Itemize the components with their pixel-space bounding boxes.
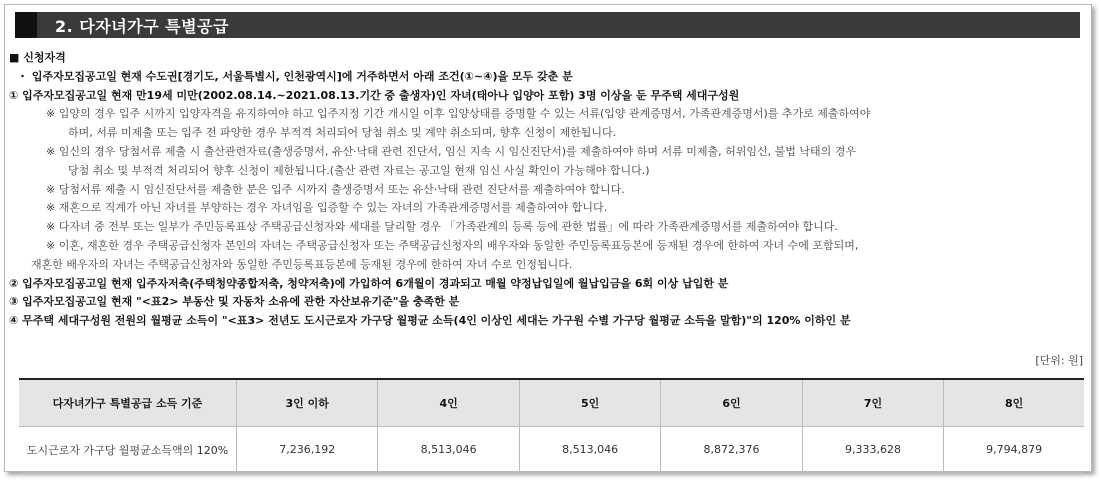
table-row	[19, 427, 1084, 473]
table-header: 6인	[661, 379, 802, 427]
note-divorce-cont: 재혼한 배우자의 자녀는 주택공급신청자와 동일한 주민등록표등본에 등재된 경우에 한하여 자녀 수로 인정됩니다.	[31, 257, 573, 271]
table-header-row	[19, 379, 1084, 427]
note-divorce: ※ 이혼, 재혼한 경우 주택공급신청자 본인의 자녀는 주택공급신청자 또는 주택공급신청자의 배우자와 동일한 주민등록표등본에 등재된 경우에 한하여 자녀 수에 포함되며,	[46, 238, 859, 252]
condition-1: ① 입주자모집공고일 현재 만19세 미만(2002.08.14.~2021.08.13.기간 중 출생자)인 자녀(태아나 입양아 포함) 3명 이상을 둔 무주택 세대구성원	[9, 88, 740, 102]
note-adoption: ※ 입양의 경우 입주 시까지 입양자격을 유지하여야 하고 입주지정 기간 개시일 이후 입양상태를 증명할 수 있는 서류(입양 관계증명서, 가족관계증명서)를 추가로 제출하여야	[46, 107, 871, 121]
table-header: 7인	[802, 379, 943, 427]
condition-3: ③ 입주자모집공고일 현재 "<표2> 부동산 및 자동차 소유에 관한 자산보유기준"을 충족한 분	[9, 295, 460, 309]
residence-requirement: ・ 입주자모집공고일 현재 수도권[경기도, 서울특별시, 인천광역시]에 거주하면서 아래 조건(①~④)을 모두 갖춘 분	[17, 69, 573, 83]
condition-2: ② 입주자모집공고일 현재 입주자저축(주택청약종합저축, 청약저축)에 가입하여 6개월이 경과되고 매월 약정납입일에 월납입금을 6회 이상 납입한 분	[9, 276, 729, 290]
note-pregnancy: ※ 임신의 경우 당첨서류 제출 시 출산관련자료(출생증명서, 유산·낙태 관련 진단서, 임신 지속 시 임신진단서)를 제출하여야 하며 서류 미제출, 허위임신, 불법 낙태의 경우	[46, 144, 857, 158]
table-cell: 8,513,046	[378, 427, 519, 473]
table-cell: 9,794,879	[944, 427, 1084, 473]
note-pregnancy-certificate: ※ 당첨서류 제출 시 임신진단서를 제출한 분은 입주 시까지 출생증명서 또는 유산·낙태 관련 진단서를 제출하여야 합니다.	[46, 182, 625, 196]
table-header: 8인	[944, 379, 1084, 427]
table-header: 3인 이하	[237, 379, 378, 427]
eligibility-content	[9, 49, 1089, 331]
table-cell: 7,236,192	[237, 427, 378, 473]
table-header: 다자녀가구 특별공급 소득 기준	[19, 379, 237, 427]
section-title-bar	[15, 12, 1080, 38]
table-cell: 8,513,046	[519, 427, 660, 473]
note-separate-household: ※ 다자녀 중 전부 또는 일부가 주민등록표상 주택공급신청자와 세대를 달리할 경우 「가족관계의 등록 등에 관한 법률」에 따라 가족관계증명서를 제출하여야 합니다.	[46, 220, 838, 234]
eligibility-heading: ■ 신청자격	[9, 51, 66, 64]
table-cell: 9,333,628	[802, 427, 943, 473]
note-adoption-cont: 하며, 서류 미제출 또는 입주 전 파양한 경우 부적격 처리되어 당첨 취소 및 계약 취소되며, 향후 신청이 제한됩니다.	[68, 126, 617, 140]
table-cell: 도시근로자 가구당 월평균소득액의 120%	[19, 427, 237, 473]
condition-4: ④ 무주택 세대구성원 전원의 월평균 소득이 "<표3> 전년도 도시근로자 가구당 월평균 소득(4인 이상인 세대는 가구원 수별 가구당 월평균 소득을 말함)"의 120% 이하인 분	[9, 314, 851, 328]
title-accent-block	[15, 12, 37, 38]
table-header: 4인	[378, 379, 519, 427]
table-cell: 8,872,376	[661, 427, 802, 473]
income-criteria-table	[19, 378, 1084, 473]
note-remarriage: ※ 재혼으로 직계가 아닌 자녀를 부양하는 경우 자녀임을 입증할 수 있는 자녀의 가족관계증명서를 제출하여야 합니다.	[46, 201, 608, 215]
section-title: 2. 다자녀가구 특별공급	[55, 16, 229, 36]
note-pregnancy-cont: 당첨 취소 및 부적격 처리되어 향후 신청이 제한됩니다.(출산 관련 자료는 공고일 현재 임신 사실 확인이 가능해야 합니다.)	[68, 163, 650, 177]
table-header: 5인	[519, 379, 660, 427]
unit-label: [단위: 원]	[1035, 354, 1083, 367]
